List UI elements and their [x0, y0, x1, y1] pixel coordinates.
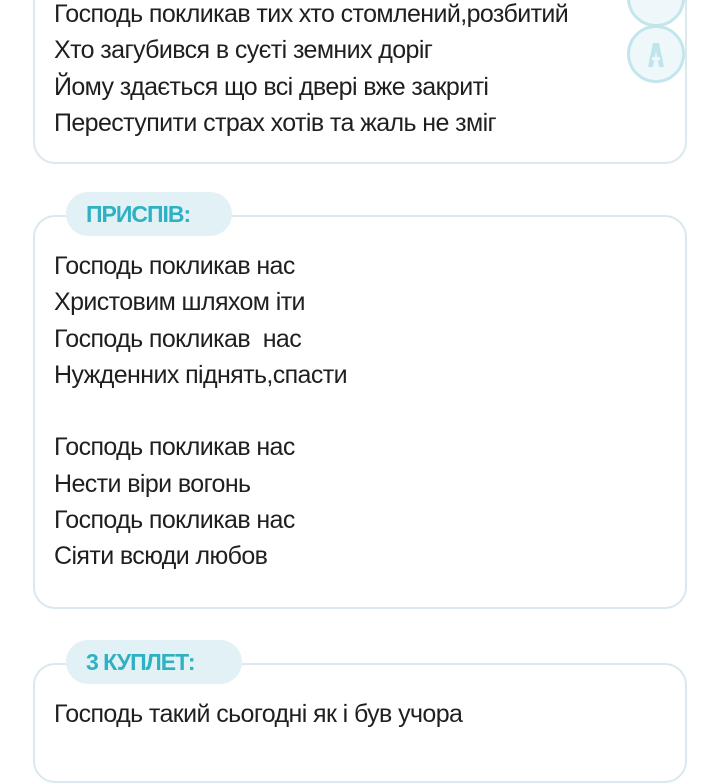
document-view-button[interactable]	[627, 0, 685, 27]
chorus-card	[33, 215, 687, 609]
verse-2-card	[33, 0, 687, 164]
verse-2-lines	[54, 0, 568, 141]
lyric-line: Господь такий сьогодні як і був учора	[54, 700, 463, 728]
lyric-line: Господь покликав нас	[54, 252, 295, 280]
lyric-line: Переступити страх хотів та жаль не зміг	[54, 108, 497, 137]
lyric-line: Господь покликав нас	[54, 433, 295, 462]
verse-3-lines	[54, 696, 462, 732]
lyric-line: Нужденних піднять,спасти	[54, 360, 347, 389]
lyric-line: Сіяти всюди любов	[54, 542, 268, 571]
verse-3-label: 3 КУПЛЕТ:	[66, 640, 242, 684]
lyric-line: Христовим шляхом іти	[54, 288, 305, 317]
chorus-label: ПРИСПІВ:	[66, 192, 232, 236]
text-size-button[interactable]	[627, 25, 685, 83]
lyric-line: Господь покликав тих хто стомлений,розбитий	[54, 0, 569, 28]
lyric-line: Господь покликав нас	[54, 506, 295, 535]
lyric-line: Нести віри вогонь	[54, 469, 251, 498]
lyric-line: Господь покликав нас	[54, 324, 302, 353]
document-icon	[630, 0, 682, 24]
lyric-spacer	[54, 393, 347, 429]
chorus-lines	[54, 248, 347, 575]
lyric-line: Йому здається що всі двері вже закриті	[54, 72, 489, 101]
text-font-icon	[630, 28, 682, 80]
lyric-line: Хто загубився в суєті земних доріг	[54, 36, 433, 65]
